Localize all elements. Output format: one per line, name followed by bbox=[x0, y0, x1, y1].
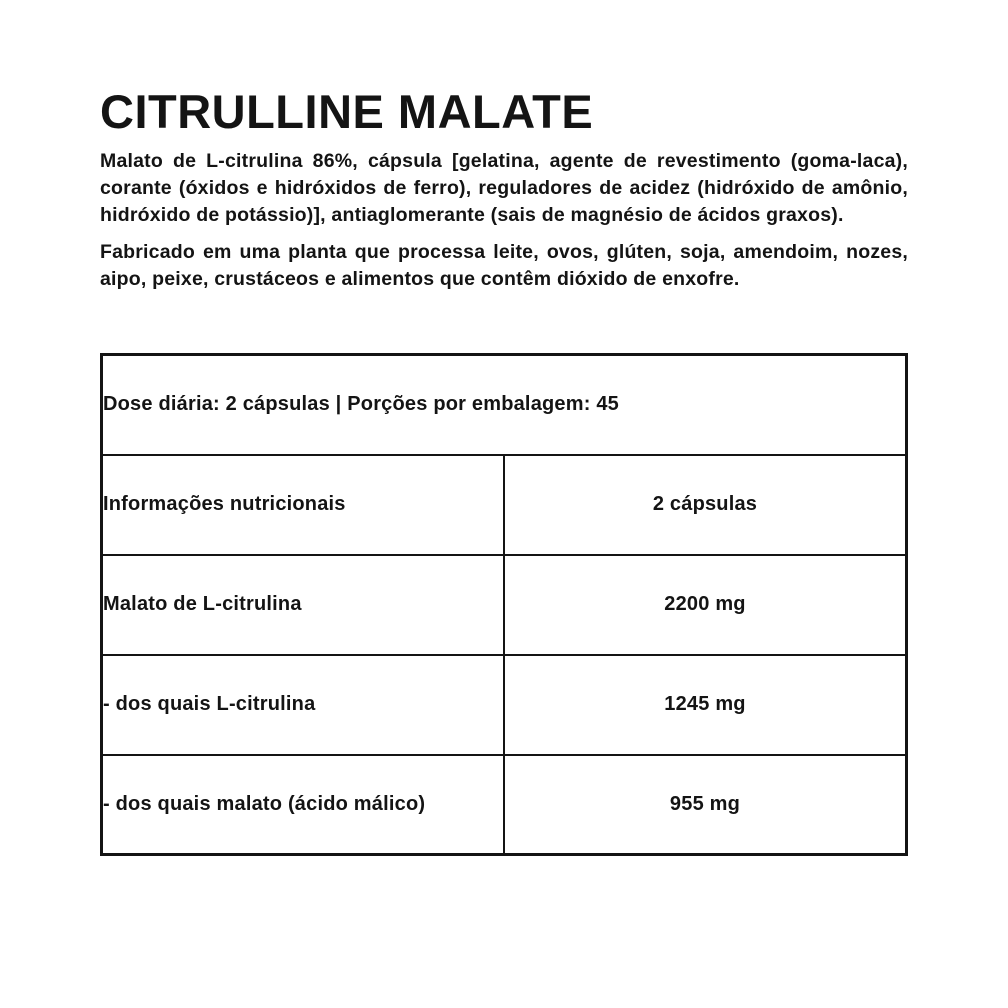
nutrient-name: - dos quais malato (ácido málico) bbox=[102, 755, 505, 855]
column-header-value: 2 cápsulas bbox=[504, 455, 907, 555]
nutrition-table bbox=[100, 353, 908, 856]
supplement-label bbox=[100, 0, 908, 856]
allergen-notice: Fabricado em uma planta que processa leite, ovos, glúten, soja, amendoim, nozes, aipo, peixe, crustáceos e alimentos que contêm dióxido de enxofre. bbox=[100, 241, 908, 290]
ingredients-text: Malato de L-citrulina 86%, cápsula [gelatina, agente de revestimento (goma-laca), corante (óxidos e hidróxidos de ferro), reguladores de acidez (hidróxido de amônio, hidróxido de potássio)], antiaglomerante (sais de magnésio de ácidos graxos). bbox=[100, 150, 908, 226]
page-title: CITRULLINE MALATE bbox=[100, 85, 594, 138]
nutrient-name: Malato de L-citrulina bbox=[102, 555, 505, 655]
serving-info-row bbox=[102, 355, 907, 455]
column-header-label: Informações nutricionais bbox=[102, 455, 505, 555]
table-row bbox=[102, 755, 907, 855]
table-header-row bbox=[102, 455, 907, 555]
nutrient-amount: 2200 mg bbox=[504, 555, 907, 655]
nutrient-amount: 955 mg bbox=[504, 755, 907, 855]
table-row bbox=[102, 655, 907, 755]
nutrient-name: - dos quais L-citrulina bbox=[102, 655, 505, 755]
nutrient-amount: 1245 mg bbox=[504, 655, 907, 755]
table-row bbox=[102, 555, 907, 655]
serving-info: Dose diária: 2 cápsulas | Porções por embalagem: 45 bbox=[102, 355, 907, 455]
